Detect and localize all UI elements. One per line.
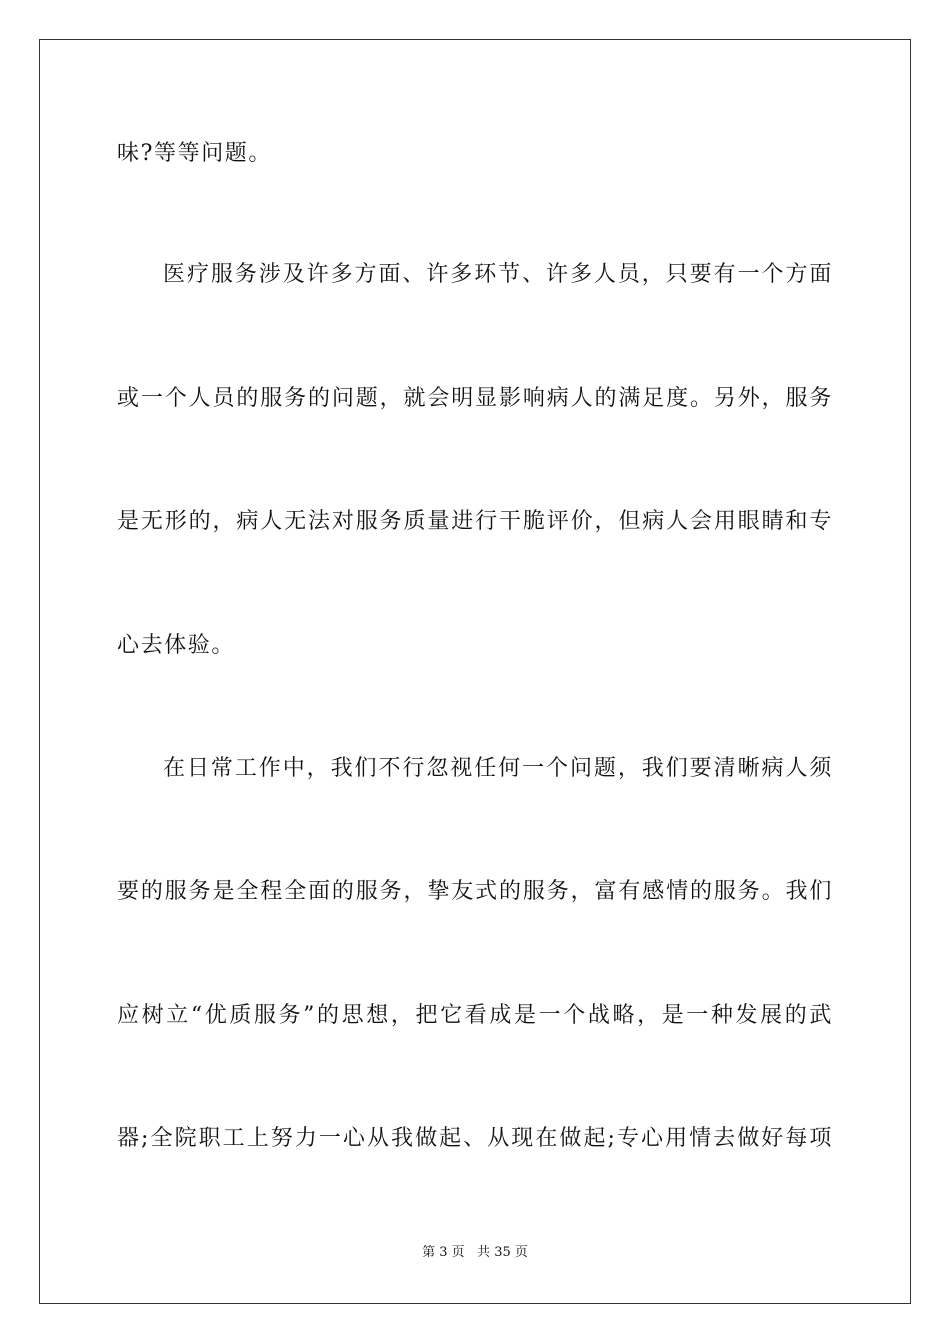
text-line: 要的服务是全程全面的服务，挚友式的服务，富有感情的服务。我们: [117, 879, 833, 904]
text-line: 是无形的，病人无法对服务质量进行干脆评价，但病人会用眼睛和专: [117, 509, 833, 534]
page-number-footer: 第 3 页 共 35 页: [422, 1245, 528, 1260]
text-line: 器;全院职工上努力一心从我做起、从现在做起;专心用情去做好每项: [117, 1126, 833, 1151]
text-line: 味?等等问题。: [117, 141, 272, 166]
text-line: 应树立“优质服务”的思想，把它看成是一个战略，是一种发展的武: [117, 1003, 833, 1028]
page-border: [39, 39, 911, 1304]
text-line: 心去体验。: [117, 633, 236, 658]
paragraph-first-line: 医疗服务涉及许多方面、许多环节、许多人员，只要有一个方面: [163, 262, 833, 287]
text-line: 或一个人员的服务的问题，就会明显影响病人的满足度。另外，服务: [117, 386, 833, 411]
paragraph-first-line: 在日常工作中，我们不行忽视任何一个问题，我们要清晰病人须: [163, 756, 833, 781]
